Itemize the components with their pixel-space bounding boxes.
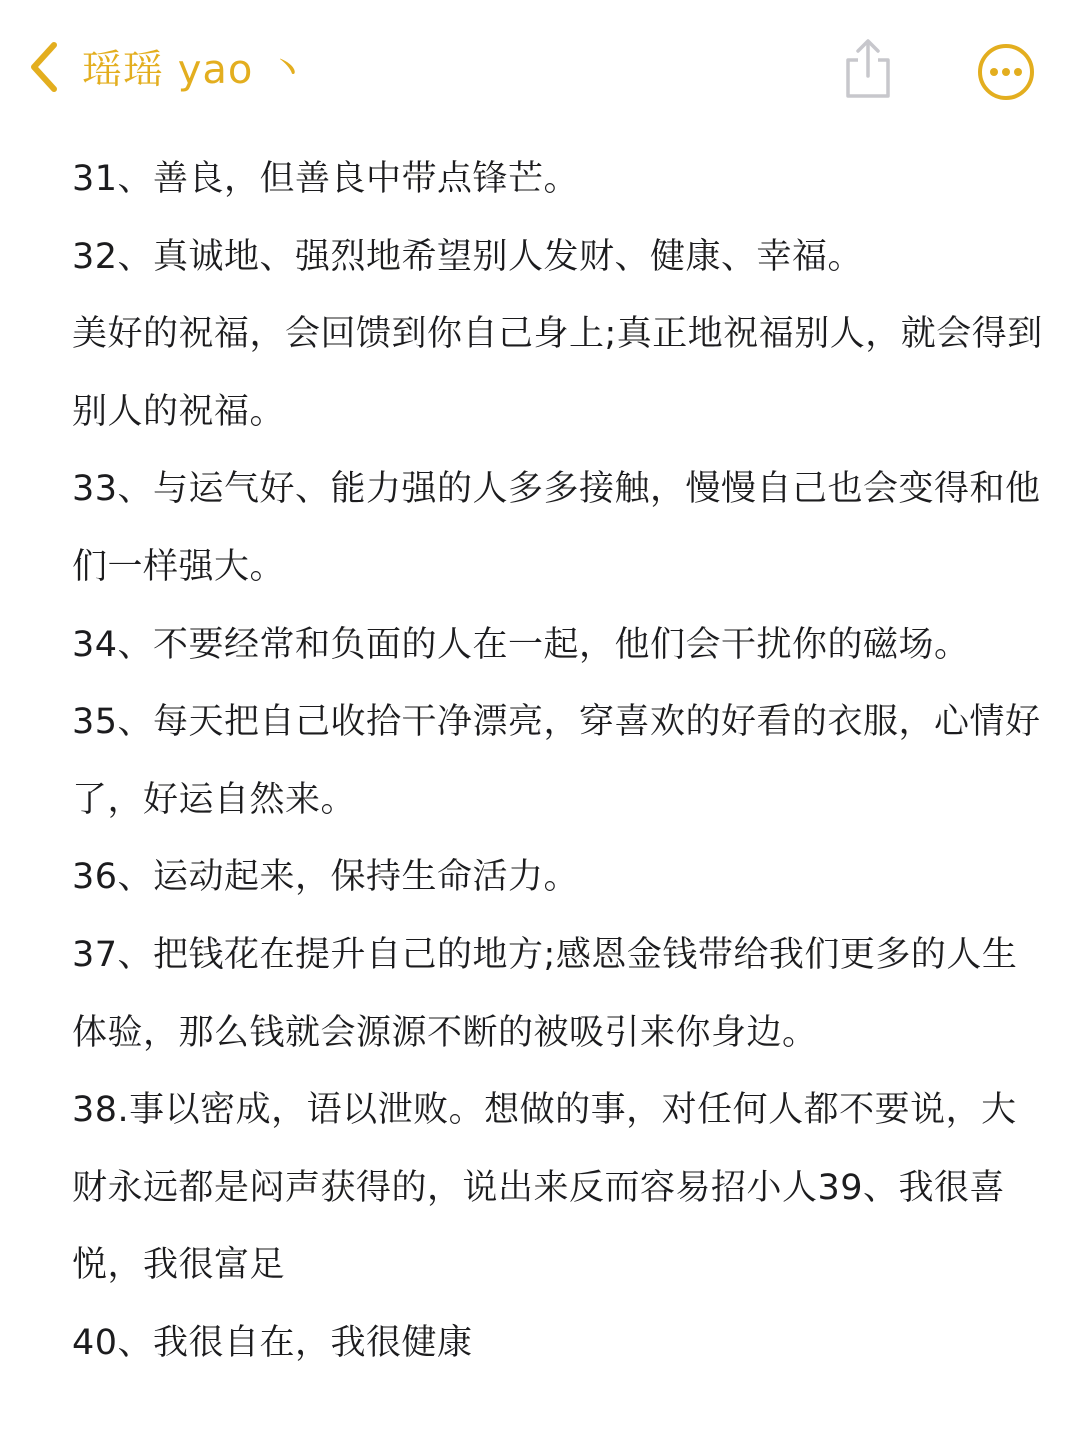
note-line: 了，好运自然来。: [72, 779, 357, 820]
note-line: 33、与运气好、能力强的人多多接触，慢慢自己也会变得和他: [72, 469, 1041, 510]
chevron-left-icon: [28, 39, 60, 95]
note-body[interactable]: [72, 141, 1047, 1383]
note-line: 别人的祝福。: [72, 391, 286, 432]
note-line: 32、真诚地、强烈地希望别人发财、健康、幸福。: [72, 236, 864, 277]
share-button[interactable]: [840, 36, 896, 100]
note-line: 31、善良，但善良中带点锋芒。: [72, 159, 580, 199]
note-line: 美好的祝福，会回馈到你自己身上;真正地祝福别人，就会得到: [72, 314, 1043, 355]
note-line: 38.事以密成，语以泄败。想做的事，对任何人都不要说，大: [72, 1090, 1017, 1131]
back-title: 瑶瑶 yao 丶: [82, 47, 309, 93]
note-line: 36、运动起来，保持生命活力。: [72, 857, 580, 898]
note-line: 35、每天把自己收拾干净漂亮，穿喜欢的好看的衣服，心情好: [72, 702, 1041, 743]
note-line: 34、不要经常和负面的人在一起，他们会干扰你的磁场。: [72, 624, 970, 665]
note-line: 财永远都是闷声获得的，说出来反而容易招小人39、我很喜: [72, 1167, 1006, 1208]
note-line: 悦，我很富足: [72, 1245, 286, 1286]
more-icon: [976, 87, 1036, 106]
share-icon: [840, 85, 896, 104]
note-line: 体验，那么钱就会源源不断的被吸引来你身边。: [72, 1012, 818, 1053]
note-line: 们一样强大。: [72, 546, 286, 587]
note-line: 37、把钱花在提升自己的地方;感恩金钱带给我们更多的人生: [72, 934, 1018, 975]
more-button[interactable]: [976, 42, 1036, 102]
back-button[interactable]: [28, 38, 308, 95]
note-line: 40、我很自在，我很健康: [72, 1322, 473, 1363]
navigation-bar: [0, 0, 1080, 140]
